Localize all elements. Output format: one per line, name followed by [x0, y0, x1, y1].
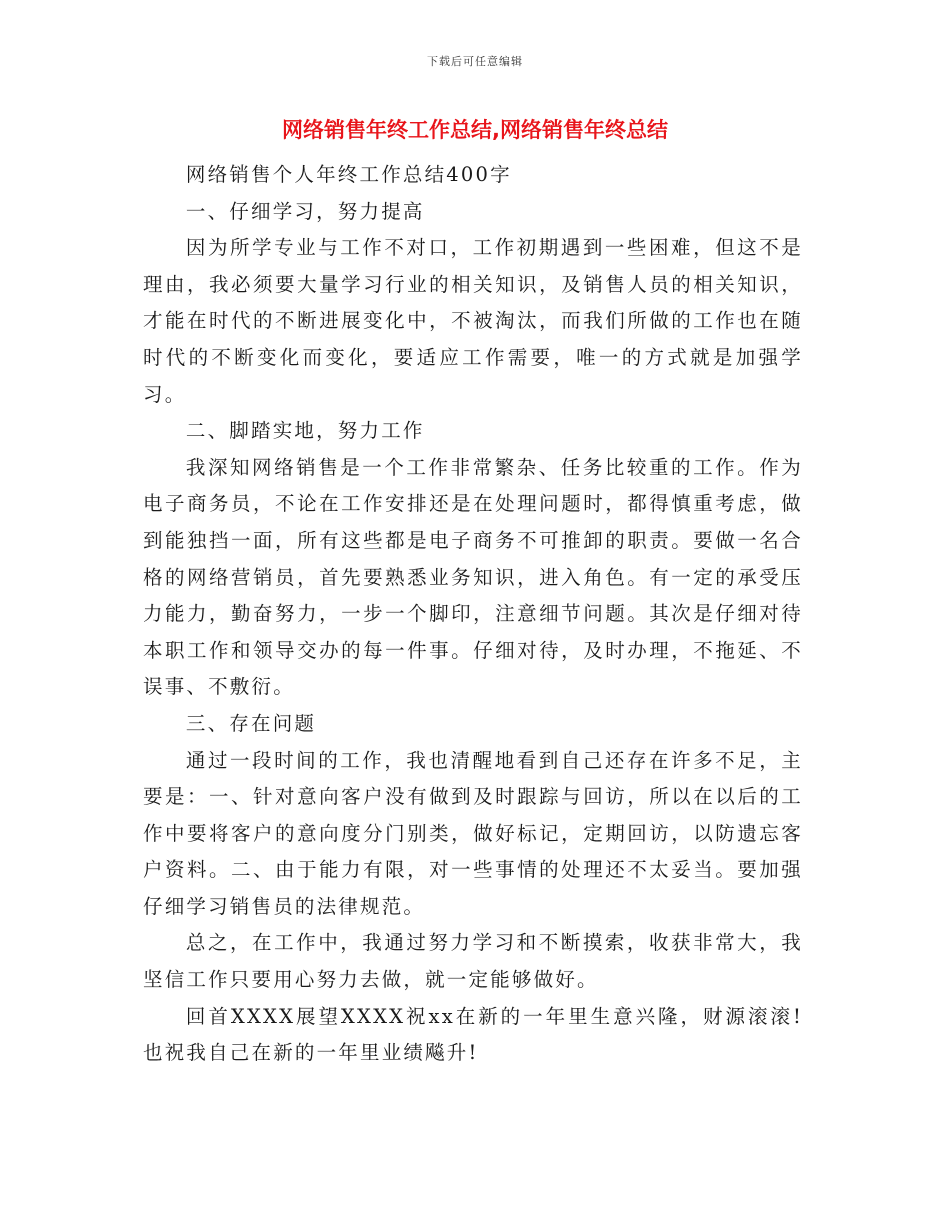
section-heading-3: 三、存在问题 [185, 711, 317, 735]
document-body [143, 157, 803, 1072]
header-note: 下载后可任意编辑 [427, 55, 523, 68]
paragraph-conclusion: 总之，在工作中，我通过努力学习和不断摸索，收获非常大，我坚信工作只要用心努力去做，就一定能够做好。 [143, 931, 803, 992]
paragraph-closing: 回首XXXX展望XXXX祝xx在新的一年里生意兴隆，财源滚滚!也祝我自己在新的一年里业绩飚升! [143, 1004, 803, 1065]
paragraph-3: 通过一段时间的工作，我也清醒地看到自己还存在许多不足，主要是：一、针对意向客户没有做到及时跟踪与回访，所以在以后的工作中要将客户的意向度分门别类，做好标记，定期回访，以防遗忘客户资料。二、由于能力有限，对一些事情的处理还不太妥当。要加强仔细学习销售员的法律规范。 [143, 748, 803, 918]
section-heading-2: 二、脚踏实地，努力工作 [185, 419, 425, 443]
subtitle-line: 网络销售个人年终工作总结400字 [185, 163, 512, 186]
paragraph-2: 我深知网络销售是一个工作非常繁杂、任务比较重的工作。作为电子商务员，不论在工作安排还是在处理问题时，都得慎重考虑，做到能独挡一面，所有这些都是电子商务不可推卸的职责。要做一名合格的网络营销员，首先要熟悉业务知识，进入角色。有一定的承受压力能力，勤奋努力，一步一个脚印，注意细节问题。其次是仔细对待本职工作和领导交办的每一件事。仔细对待，及时办理，不拖延、不误事、不敷衍。 [143, 455, 803, 699]
section-heading-1: 一、仔细学习，努力提高 [185, 199, 425, 223]
paragraph-1: 因为所学专业与工作不对口，工作初期遇到一些困难，但这不是理由，我必须要大量学习行业的相关知识，及销售人员的相关知识，才能在时代的不断进展变化中，不被淘汰，而我们所做的工作也在随时代的不断变化而变化，要适应工作需要，唯一的方式就是加强学习。 [143, 236, 803, 406]
document-title: 网络销售年终工作总结,网络销售年终总结 [282, 118, 668, 142]
